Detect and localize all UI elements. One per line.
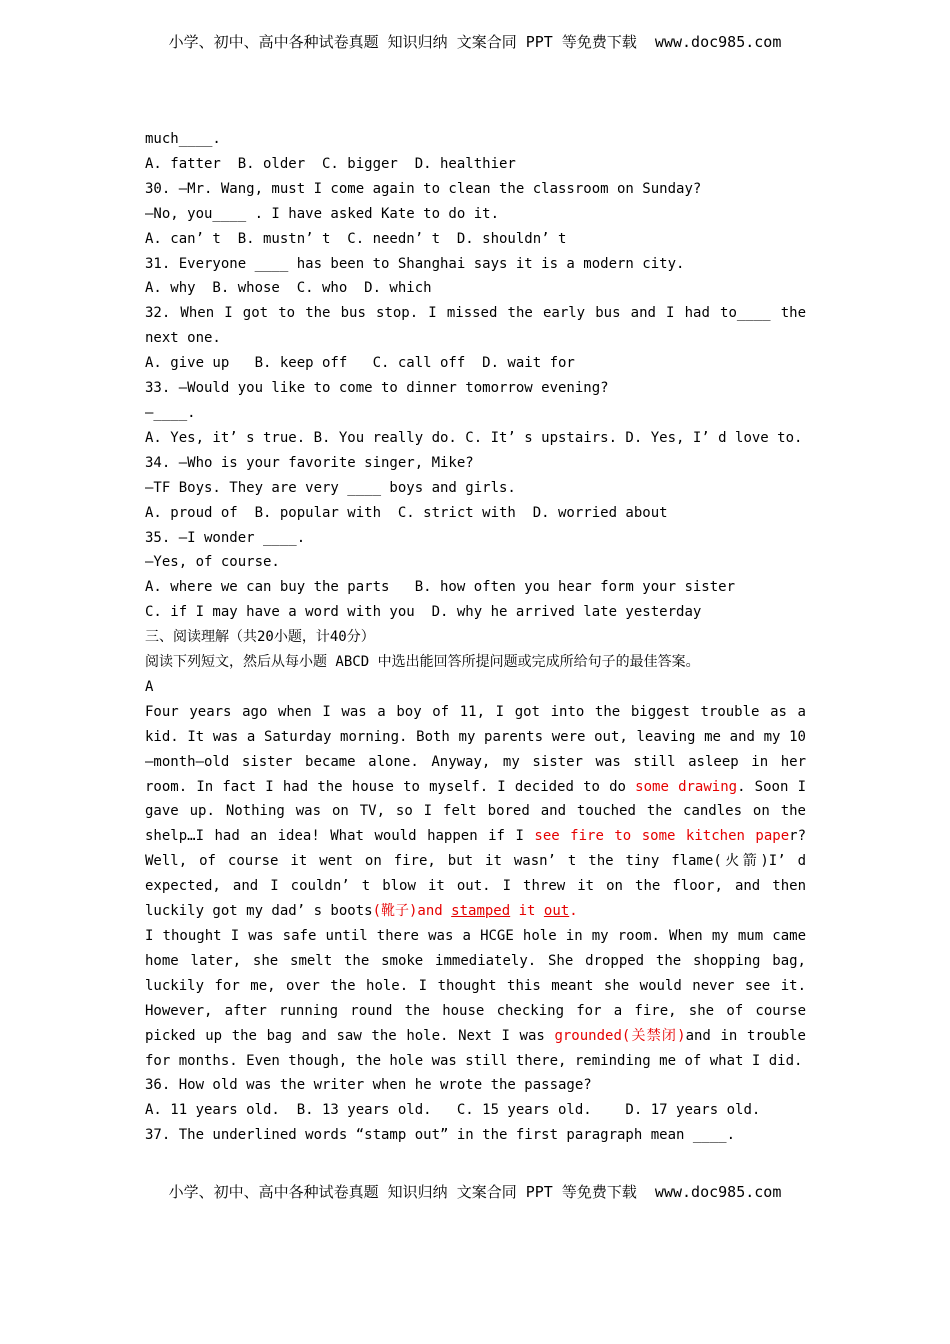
footer-text: 小学、初中、高中各种试卷真题 知识归纳 文案合同 PPT 等免费下载 [168, 1183, 655, 1201]
highlighted-text: grounded(关禁闭) [554, 1027, 686, 1044]
site-header [0, 33, 950, 51]
highlighted-text: out [543, 903, 570, 920]
text-segment: —TF Boys. They are very ____ boys and girls. [145, 479, 516, 496]
text-segment: 34. —Who is your favorite singer, Mike? [145, 454, 474, 471]
line-q32-stem [145, 301, 806, 351]
line-q37-stem [145, 1123, 806, 1148]
text-segment: —No, you____ . I have asked Kate to do it. [145, 205, 500, 222]
line-q34-reply [145, 476, 806, 501]
text-segment: 31. Everyone ____ has been to Shanghai says it is a modern city. [145, 255, 685, 272]
text-segment: A. where we can buy the parts B. how often you hear form your sister [145, 579, 736, 596]
text-segment: A. can’ t B. mustn’ t C. needn’ t D. shouldn’ t [145, 230, 567, 247]
line-q35-options-cd [145, 600, 806, 625]
line-q31-options [145, 276, 806, 301]
line-q30-options [145, 227, 806, 252]
text-segment: C. if I may have a word with you D. why he arrived late yesterday [145, 604, 702, 621]
line-q31-stem [145, 252, 806, 277]
passage-paragraph-1 [145, 700, 806, 924]
line-q29-stem-cont [145, 127, 806, 152]
line-q34-options [145, 501, 806, 526]
line-q30-reply [145, 202, 806, 227]
highlighted-text: (靴子)and [372, 903, 452, 920]
text-segment: I thought I was safe until there was a HCGE hole in my room. When my mum came home later, she smelt the smoke immediately. She dropped the shopping bag, luckily for me, over the hole. I thought this meant she would never see it. However, after running round the house checking for a fire, she of course picked up the bag and saw the hole. Next I was [145, 928, 806, 1044]
highlighted-text: stamped [451, 903, 511, 920]
highlighted-text: some drawing [635, 778, 738, 795]
text-segment: 32. When I got to the bus stop. I missed the early bus and I had to____ the next one. [145, 305, 806, 347]
header-text: 小学、初中、高中各种试卷真题 知识归纳 文案合同 PPT 等免费下载 [168, 33, 655, 51]
line-q35-options-ab [145, 575, 806, 600]
line-q29-options [145, 152, 806, 177]
text-segment: A. Yes, it’ s true. B. You really do. C. It’ s upstairs. D. Yes, I’ d love to. [145, 429, 803, 446]
text-segment: 37. The underlined words “stamp out” in the first paragraph mean ____. [145, 1127, 736, 1144]
line-q34-stem [145, 451, 806, 476]
section-heading [145, 625, 806, 650]
text-segment: A. fatter B. older C. bigger D. healthier [145, 155, 516, 172]
text-segment: . Soon I gave up. Nothing was on TV, so I felt bored and touched the candles on the shelp…I had an idea! What would happen if I [145, 778, 807, 845]
text-segment: Four years ago when I was a boy of 11, I got into the biggest trouble as a kid. It was a Saturday morning. Both my parents were out, leaving me and my 10—month—old sister became alone. Anyway, my sister was still asleep in her room. In fact I had the house to myself. I decided to do [145, 703, 806, 795]
line-q33-stem [145, 376, 806, 401]
passage-paragraph-2 [145, 924, 806, 1073]
text-segment: 30. —Mr. Wang, must I come again to clean the classroom on Sunday? [145, 180, 702, 197]
text-segment: and in trouble for months. Even though, the hole was still there, reminding me of what I did. [145, 1027, 806, 1069]
text-segment: —____. [145, 404, 196, 421]
section-instructions [145, 650, 806, 675]
highlighted-text: . [569, 903, 578, 920]
line-q33-options [145, 426, 806, 451]
text-segment: A. give up B. keep off C. call off D. wait for [145, 355, 575, 372]
text-segment: 36. How old was the writer when he wrote the passage? [145, 1077, 592, 1094]
highlighted-text: see fire to some kitchen pape [534, 828, 790, 845]
text-segment: A [145, 678, 154, 695]
text-segment: much____. [145, 131, 221, 147]
text-segment: 33. —Would you like to come to dinner tomorrow evening? [145, 380, 609, 397]
passage-label [145, 675, 806, 700]
header-site-link[interactable]: www.doc985.com [654, 33, 782, 51]
line-q30-stem [145, 177, 806, 202]
line-q32-options [145, 351, 806, 376]
text-segment: A. why B. whose C. who D. which [145, 280, 432, 297]
site-footer [0, 1183, 950, 1201]
line-q35-stem [145, 526, 806, 551]
line-q36-stem [145, 1073, 806, 1098]
text-segment: A. proud of B. popular with C. strict with D. worried about [145, 504, 668, 521]
text-segment: —Yes, of course. [145, 554, 280, 571]
highlighted-text: it [510, 903, 544, 920]
line-q35-reply [145, 550, 806, 575]
text-segment: 35. —I wonder ____. [145, 529, 306, 546]
line-q33-reply [145, 401, 806, 426]
text-segment: r? Well, of course it went on fire, but it wasn’ t the tiny flame(火箭)I’ d expected, and I couldn’ t blow it out. I threw it on the floor, and then luckily got my dad’ s boots [145, 828, 806, 920]
line-q36-options [145, 1098, 806, 1123]
footer-site-link[interactable]: www.doc985.com [654, 1183, 782, 1201]
text-segment: 阅读下列短文，然后从每小题 ABCD 中选出能回答所提问题或完成所给句子的最佳答案。 [145, 654, 700, 671]
document-body [145, 127, 806, 1148]
text-segment: A. 11 years old. B. 13 years old. C. 15 years old. D. 17 years old. [145, 1102, 761, 1119]
text-segment: 三、阅读理解（共20小题，计40分） [145, 629, 375, 646]
